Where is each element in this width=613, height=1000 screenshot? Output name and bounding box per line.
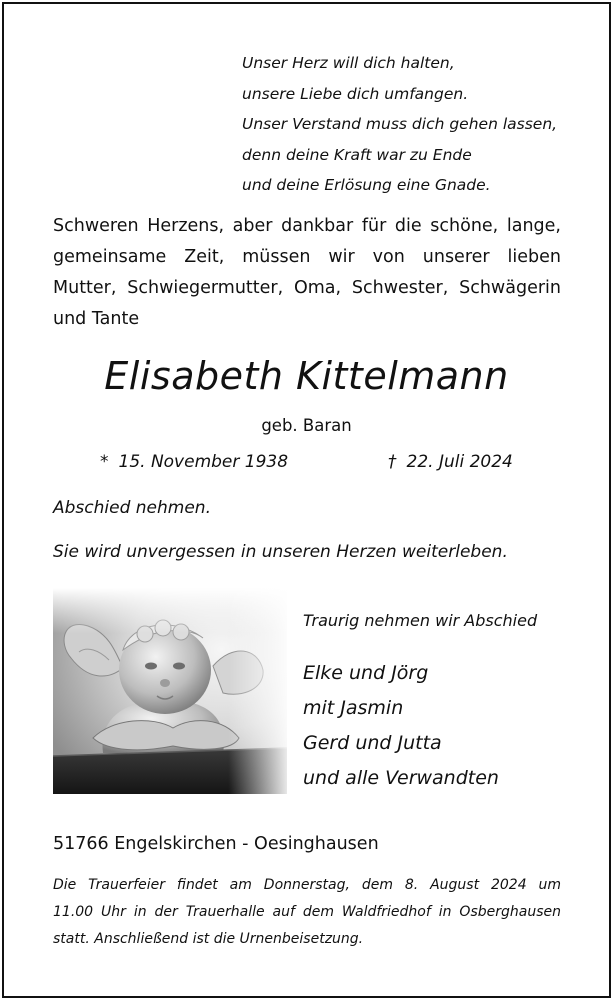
- intro-line: Mutter, Schwiegermutter, Oma, Schwester, Schwägerin: [53, 278, 561, 298]
- birth-name: geb. Baran: [261, 416, 352, 435]
- death-date: 22. Juli 2024: [406, 452, 513, 472]
- service-line: 11.00 Uhr in der Trauerhalle auf dem Waldfriedhof in Osberghausen: [53, 904, 561, 920]
- birth-star-icon: *: [100, 452, 109, 472]
- death-info: [388, 449, 513, 475]
- poem-line: denn deine Kraft war zu Ende: [242, 145, 472, 164]
- mourners-list: [303, 656, 499, 796]
- intro-line: gemeinsame Zeit, müssen wir von unserer lieben: [53, 247, 561, 267]
- service-line: Die Trauerfeier findet am Donnerstag, dem 8. August 2024 um: [53, 877, 561, 893]
- place-line: 51766 Engelskirchen - Oesinghausen: [53, 834, 379, 854]
- deceased-name: Elisabeth Kittelmann: [104, 354, 509, 398]
- unforgotten-text: Sie wird unvergessen in unseren Herzen weiterleben.: [53, 542, 508, 562]
- poem-line: Unser Herz will dich halten,: [242, 54, 455, 72]
- mourner-name: Gerd und Jutta: [303, 732, 442, 754]
- service-line: statt. Anschließend ist die Urnenbeisetzung.: [53, 931, 364, 947]
- poem: [242, 48, 557, 201]
- intro-line: Schweren Herzens, aber dankbar für die schöne, lange,: [53, 216, 561, 236]
- intro-text: [53, 211, 561, 335]
- death-cross-icon: †: [388, 452, 397, 472]
- mourner-name: Elke und Jörg: [303, 662, 429, 684]
- service-info: [53, 872, 561, 953]
- farewell-text: Abschied nehmen.: [53, 498, 211, 518]
- cherub-angel-photo: [53, 588, 287, 794]
- birth-info: [100, 449, 288, 475]
- intro-line: und Tante: [53, 309, 140, 329]
- mourner-name: mit Jasmin: [303, 697, 404, 719]
- poem-line: unsere Liebe dich umfangen.: [242, 84, 469, 103]
- birth-date: 15. November 1938: [118, 452, 289, 472]
- poem-line: Unser Verstand muss dich gehen lassen,: [242, 115, 558, 133]
- poem-line: und deine Erlösung eine Gnade.: [242, 176, 491, 194]
- mourning-heading: Traurig nehmen wir Abschied: [303, 611, 538, 630]
- mourner-name: und alle Verwandten: [303, 767, 499, 789]
